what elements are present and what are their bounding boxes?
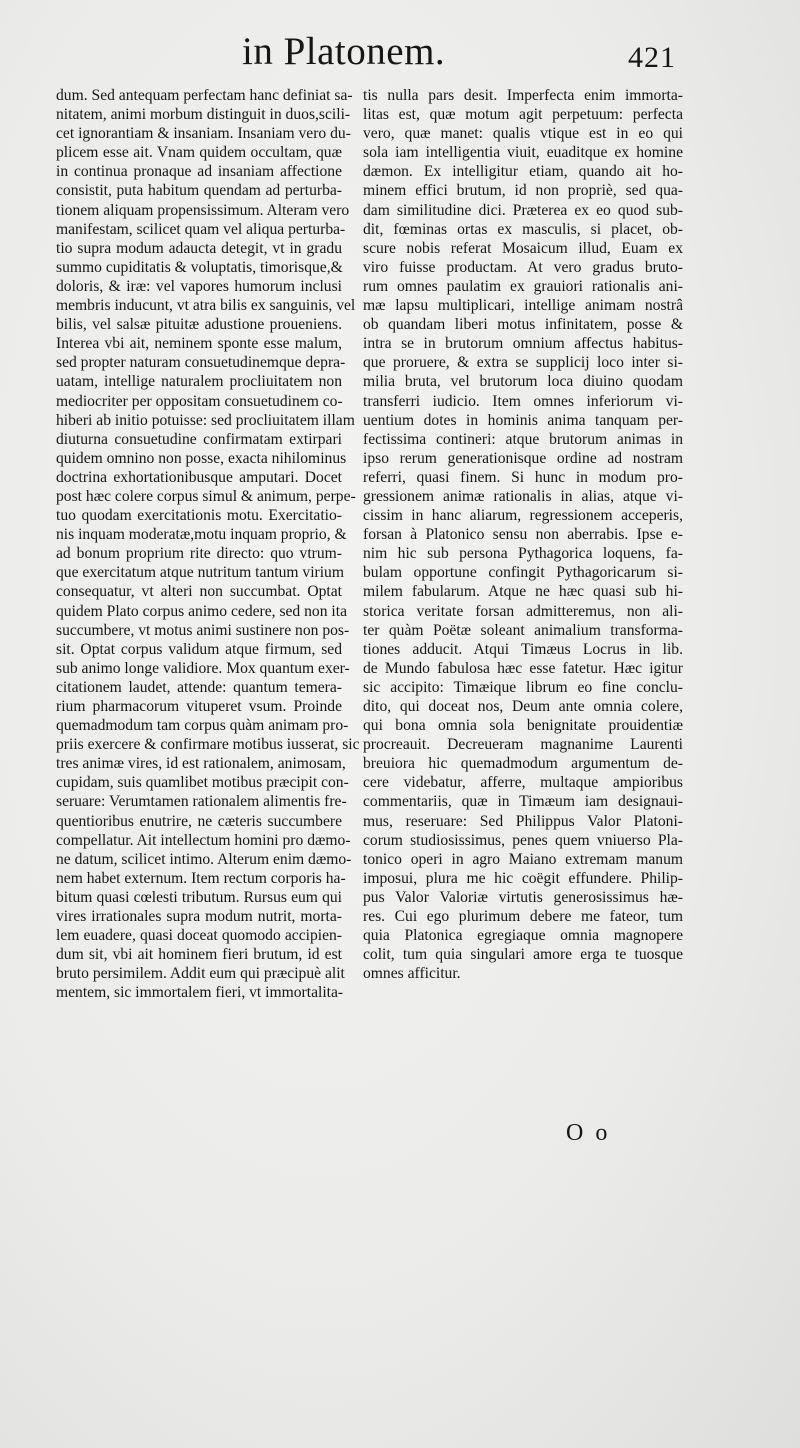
text-line: uentium dotes in hominis anima tanquam per- (363, 411, 683, 429)
text-line: tonico operi in agro Maiano extremam manum (363, 850, 683, 868)
text-line: doctrina exhortationibusque amputari. Docet (56, 468, 342, 486)
text-line: sed propter naturam consuetudinemque depra- (56, 354, 346, 372)
text-line: quentioribus enutrire, ne cæteris succumbere (56, 812, 342, 830)
text-line: quemadmodum tam corpus quàm animam pro- (56, 717, 349, 735)
text-line: bitum quasi cœlesti tributum. Rursus eum qui (56, 888, 342, 906)
text-line: plicem esse ait. Vnam quidem occultam, quæ (56, 144, 342, 162)
text-line: nitatem, animi morbum distinguit in duos,scili- (56, 106, 351, 124)
text-line: de Mundo fabulosa hæc esse fatetur. Hæc igitur (363, 659, 683, 677)
text-line: corum studiosissimus, penes quem vniuerso Pla- (363, 831, 683, 849)
text-line: commentariis, quæ in Timæum iam designaui- (363, 793, 683, 811)
text-line: ipso rerum generationisque ordine ad nostram (363, 449, 683, 467)
text-line: tio supra modum adaucta detegit, vt in gradu (56, 239, 342, 257)
text-line: dum. Sed antequam perfectam hanc definiat sa- (56, 87, 353, 104)
text-line: tuo quodam exercitationis motu. Exercitatio- (56, 507, 342, 525)
text-line: transferri iudicio. Item omnes inferiorum vi- (363, 392, 683, 410)
text-line: dæmon. Ex intelligitur etiam, quando ait ho- (363, 163, 683, 181)
text-line: que proruere, & extra se supplicij loco inter si- (363, 354, 683, 372)
text-line: vires irrationales supra modum nutrit, morta- (56, 908, 342, 926)
text-line: sub animo longe validiore. Mox quantum exer- (56, 659, 350, 677)
text-line: minem effici brutum, id non propriè, sed qua- (363, 182, 683, 200)
text-line: nis inquam moderatæ,motu inquam proprio, & (56, 526, 347, 544)
text-line: manifestam, scilicet quam vel aliqua perturba- (56, 220, 346, 238)
text-line: Interea vbi ait, neminem sponte esse malum, (56, 335, 342, 353)
text-line: sit. Optat corpus validum atque firmum, sed (56, 640, 342, 658)
text-line: forsan à Platonico sensu non aberrabis. Ipse e- (363, 526, 683, 544)
text-line: quidem Plato corpus animo cedere, sed non ita (56, 602, 348, 620)
text-line: citationem laudet, attende: quantum temera- (56, 678, 342, 696)
text-line: ne datum, scilicet intimo. Alterum enim dæmo- (56, 850, 352, 868)
text-line: dito, qui doceat nos, Deum ante omnia colere, (363, 698, 683, 715)
text-line: vero, quæ manet: qualis vtique est in eo qui (363, 125, 683, 143)
text-line: mentem, sic immortalem fieri, vt immortalita- (56, 984, 344, 1002)
text-line: viro fuisse productam. At vero gradus bruto- (363, 258, 683, 276)
text-line: storica veritate forsan admitteremus, non ali- (363, 602, 683, 620)
text-line: cere videbatur, afferre, multaque ampioribus (363, 774, 683, 792)
text-line: fectissima contineri: atque brutorum animas in (363, 430, 683, 448)
text-line: bilis, vel salsæ pituitæ adustione proueniens. (56, 316, 342, 334)
text-line: breuiora hic quemadmodum argumentum de- (363, 755, 683, 773)
text-line: tionem aliquam propensissimum. Alteram vero (56, 201, 350, 219)
text-line: que exercitatum atque nutritum tantum virium (56, 564, 344, 582)
text-line: ter quàm Poëtæ soleant animalium transforma- (363, 621, 683, 639)
text-line: dum sit, vbi ait hominem fieri brutum, id est (56, 946, 342, 964)
text-line: ad bonum proprium rite directo: quo vtrum- (56, 545, 342, 563)
text-line: consistit, puta habitum quendam ad perturba- (56, 182, 342, 200)
text-line: in continua pronaque ad insaniam affectione (56, 163, 342, 181)
text-line: seruare: Verumtamen rationalem alimentis fre- (56, 793, 347, 811)
text-line: gressionem animæ rationalis in alias, atque vi- (363, 487, 683, 505)
text-line: mus, reseruare: Sed Philippus Valor Platoni- (363, 812, 683, 830)
text-line: sola iam intelligentia viuit, euaditque ex homine (363, 144, 683, 162)
text-line: scure nobis referat Mosaicum illud, Euam ex (363, 239, 683, 257)
left-text-column (56, 86, 360, 1003)
text-line: compellatur. Ait intellectum homini pro dæmo- (56, 831, 351, 849)
text-line: summo cupiditatis & voluptatis, timorisque,& (56, 258, 343, 276)
text-line: dam similitudine dici. Præterea ex eo quod sub- (363, 201, 683, 219)
text-line: rium pharmacorum vituperet vsum. Proinde (56, 698, 342, 715)
text-line: doloris, & iræ: vel vapores humorum inclusi (56, 277, 342, 295)
text-line: omnes afficitur. (363, 965, 461, 983)
text-line: pus Valor Valoriæ virtutis generosissimus hæ- (363, 888, 683, 906)
text-line: cupidam, suis quamlibet motibus præcipit con- (56, 774, 349, 792)
text-line: ob quandam liberi motus infinitatem, posse & (363, 316, 683, 334)
text-line: quidem omnino non posse, exacta nihilominus (56, 449, 347, 467)
text-line: bulam opportune confingit Pythagoricarum si- (363, 564, 683, 582)
text-line: tres animæ vires, id est rationalem, animosam, (56, 755, 346, 773)
text-line: imposui, plura me hic coëgit effundere. Philip- (363, 869, 683, 887)
text-line: quia Platonica egregiaque omnia magnopere (363, 927, 683, 945)
text-line: procreauit. Decreueram magnanime Laurenti (363, 736, 683, 754)
text-line: qui bona omnia sola benignitate prouidentiæ (363, 717, 683, 735)
text-line: dit, fœminas ortas ex masculis, si placet, ob- (363, 220, 683, 238)
text-line: sic accipito: Timæique librum eo fine conclu- (363, 678, 683, 696)
text-line: milia bruta, vel brutorum loca diuino quodam (363, 373, 683, 391)
text-line: priis exercere & confirmare motibus iusserat, sic (56, 736, 360, 754)
text-line: diuturna consuetudine confirmatam extirpari (56, 430, 342, 448)
text-line: consequatur, vt alteri non succumbat. Optat (56, 583, 342, 601)
text-line: litas est, quæ motum agit perpetuum: perfecta (363, 106, 683, 124)
text-line: nim hic sub persona Pythagorica loquens, fa- (363, 545, 683, 563)
text-line: res. Cui ego plurimum debere me fateor, tum (363, 908, 683, 926)
text-line: membris inducunt, vt atra bilis ex sanguinis, vel (56, 297, 356, 315)
text-line: lem euadere, quasi doceat quomodo accipien- (56, 927, 342, 945)
text-line: cissim in hanc aliarum, regressionem acceperis, (363, 507, 683, 525)
text-line: cet ignorantiam & insaniam. Insaniam vero du- (56, 125, 351, 143)
text-line: intra se in brutorum omnium affectus habitus- (363, 335, 683, 353)
text-line: milem fabularum. Atque ne hæc quasi sub hi- (363, 583, 683, 601)
page-header (0, 26, 800, 86)
text-line: succumbere, vt motus animi sustinere non pos- (56, 621, 350, 639)
running-title: in Platonem. (242, 30, 446, 73)
text-line: colit, tum quia singulari amore erga te tuosque (363, 946, 683, 964)
text-line: uatam, intellige naturalem procliuitatem non (56, 373, 342, 391)
text-line: referri, quasi finem. Si hunc in modum pro- (363, 468, 683, 486)
text-line: bruto persimilem. Addit eum qui præcipuè alit (56, 965, 345, 983)
text-line: tis nulla pars desit. Imperfecta enim immorta- (363, 87, 683, 104)
text-line: mæ lapsu multiplicari, intellige animam nostrâ (363, 297, 683, 315)
text-line: post hæc colere corpus simul & animum, perpe- (56, 487, 356, 505)
text-line: hiberi ab initio potuisse: sed procliuitatem illam (56, 411, 355, 429)
text-line: tiones adducit. Atqui Timæus Locrus in lib. (363, 640, 683, 658)
signature-mark: O o (566, 1120, 611, 1146)
page-number: 421 (628, 41, 676, 74)
text-line: mediocriter per oppositam consuetudinem co- (56, 392, 343, 410)
right-text-column (363, 86, 683, 983)
text-line: rum omnes paulatim ex grauiori rationalis ani- (363, 277, 683, 295)
text-line: nem habet externum. Item rectum corporis ha- (56, 869, 346, 887)
